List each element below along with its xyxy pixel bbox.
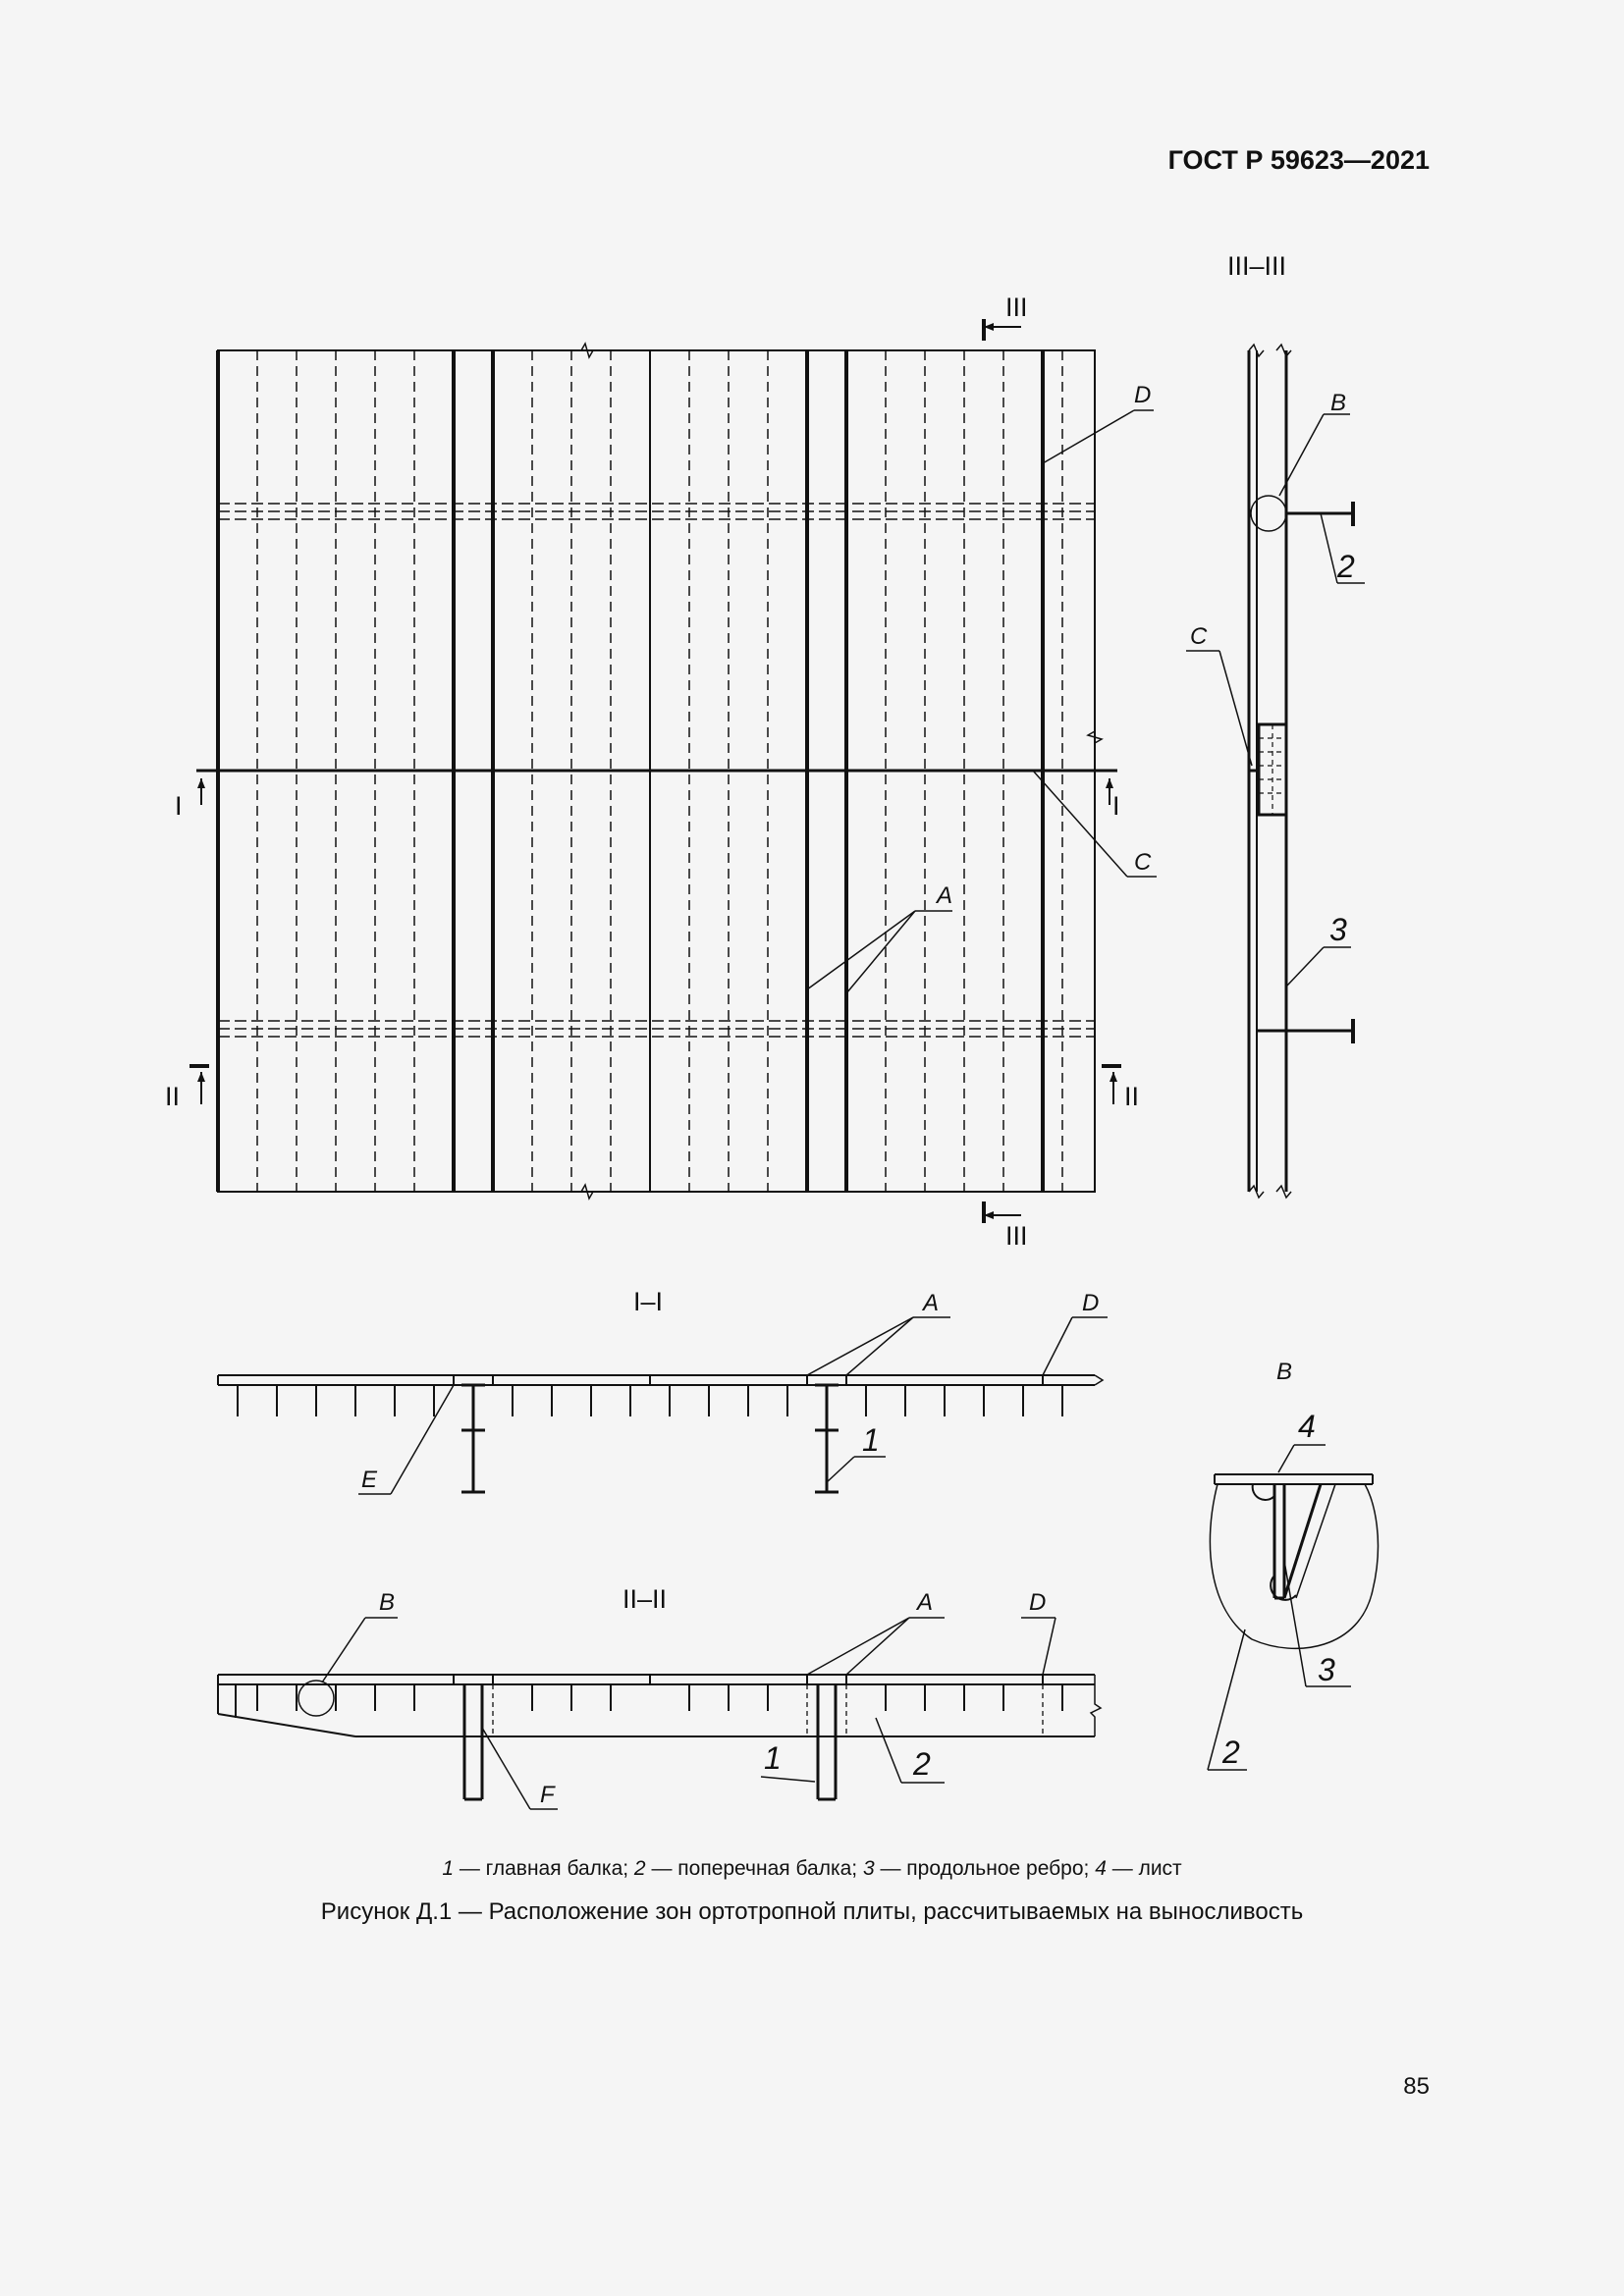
section-3-title: III–III [1227, 251, 1287, 281]
section-2-ribs [257, 1684, 1062, 1711]
detail-b-circle [298, 1681, 334, 1716]
section-mark-iii-bottom: III [1005, 1221, 1028, 1251]
cross-beam-upper [218, 504, 1095, 519]
section-1-title: I–I [633, 1287, 664, 1316]
callout-2: 2 [913, 1746, 931, 1782]
callout-a: A [917, 1589, 934, 1616]
section-2-title: II–II [623, 1584, 668, 1614]
section-1-main-beams [461, 1385, 839, 1492]
callout-b: B [1330, 390, 1347, 416]
legend-text-4: — лист [1106, 1857, 1182, 1880]
figure-caption: Рисунок Д.1 — Расположение зон ортотропной плиты, рассчитываемых на выносливость [320, 1898, 1304, 1925]
callout-1: 1 [764, 1740, 782, 1776]
section-mark-i-left: I [175, 791, 183, 821]
callout-4: 4 [1298, 1409, 1316, 1444]
section-mark-iii-top: III [1005, 293, 1028, 322]
leader-a-2 [846, 911, 915, 993]
legend-text-1: — главная балка; [454, 1857, 634, 1880]
callout-2: 2 [1222, 1735, 1240, 1770]
section-1-ribs [238, 1385, 1062, 1416]
section-3-view [1186, 345, 1365, 1198]
leader-c [1033, 771, 1127, 877]
document-code: ГОСТ Р 59623—2021 [1167, 145, 1430, 175]
legend-text-3: — продольное ребро; [874, 1857, 1096, 1880]
detail-b-title: B [1276, 1359, 1293, 1385]
legend-num-1: 1 [442, 1857, 454, 1880]
section-mark-ii-left: II [165, 1082, 181, 1111]
callout-d: D [1029, 1589, 1047, 1616]
leader-d [1043, 410, 1134, 463]
callout-c: C [1190, 623, 1208, 650]
callout-3: 3 [1329, 912, 1347, 947]
section-mark-ii-right: II [1124, 1082, 1140, 1111]
legend-text-2: — поперечная балка; [645, 1857, 863, 1880]
callout-a: A [923, 1290, 940, 1316]
legend-num-4: 4 [1095, 1857, 1107, 1880]
callout-f: F [540, 1782, 555, 1808]
section-2-labels [379, 1584, 1046, 1808]
callout-d: D [1082, 1290, 1100, 1316]
section-3-labels [1190, 251, 1355, 947]
section-2-view [218, 1618, 1101, 1809]
detail-b-labels [1221, 1359, 1335, 1770]
legend-num-2: 2 [633, 1857, 646, 1880]
callout-d: D [1134, 382, 1152, 408]
callout-b: B [379, 1589, 396, 1616]
section-mark-i-right: I [1112, 791, 1120, 821]
callout-e: E [361, 1467, 378, 1493]
leader-a-1 [807, 911, 915, 989]
callout-c: C [1134, 849, 1152, 876]
section-1-view [218, 1317, 1108, 1494]
cross-beam-lower [218, 1021, 1095, 1037]
plan-view [189, 319, 1157, 1223]
detail-b-view [1208, 1445, 1378, 1770]
callout-2: 2 [1337, 549, 1355, 584]
page-number: 85 [1403, 2073, 1430, 2100]
figure-legend [0, 1857, 1624, 1881]
callout-1: 1 [862, 1422, 880, 1458]
callout-a: A [937, 882, 953, 909]
cutout-top [1253, 1484, 1274, 1500]
legend-num-3: 3 [862, 1857, 875, 1880]
callout-3: 3 [1318, 1652, 1335, 1687]
